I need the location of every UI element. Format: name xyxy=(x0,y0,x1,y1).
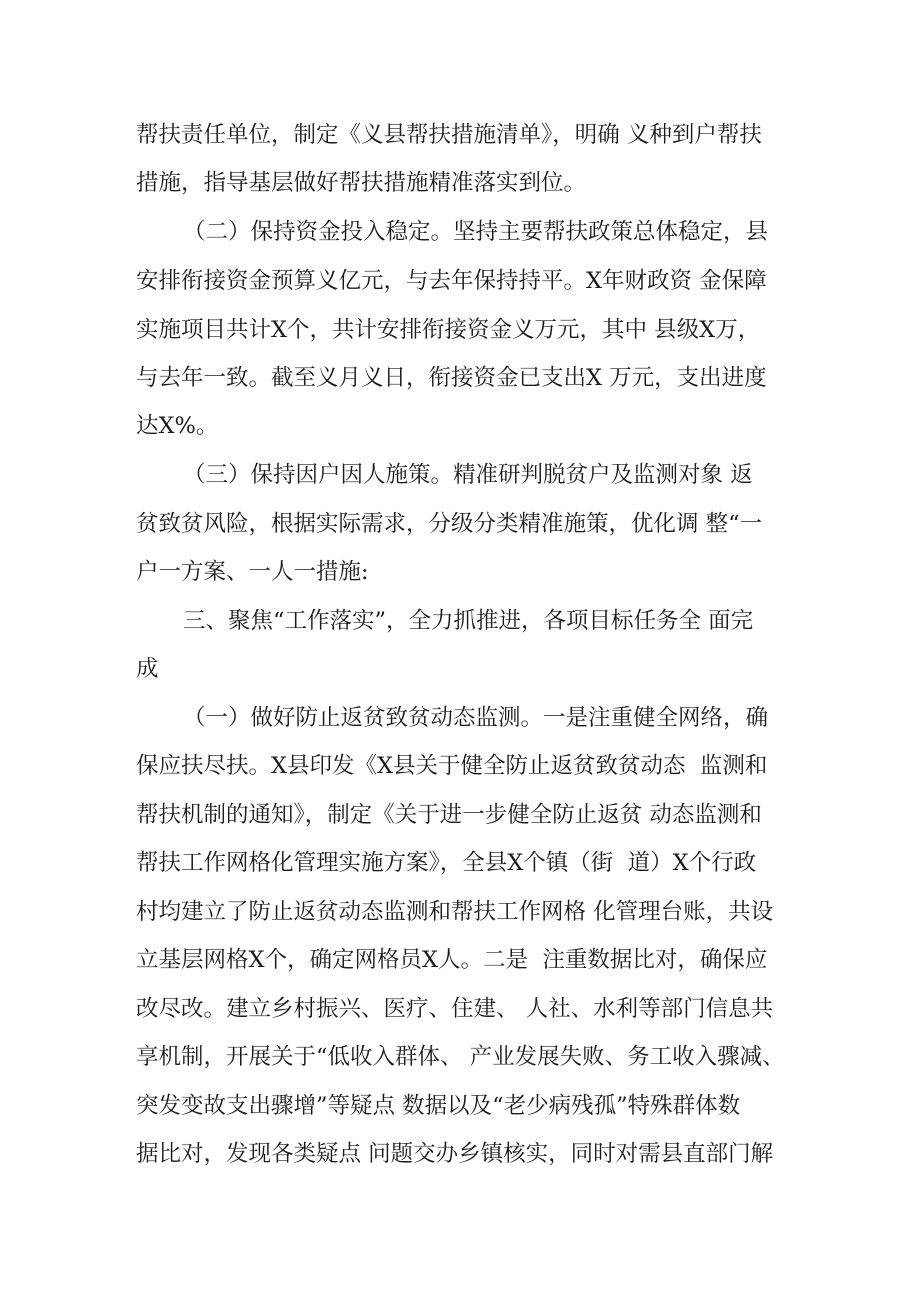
text-line-5: 实施项目共计X个，共计安排衔接资金义万元，其中 县级X万， xyxy=(136,317,761,343)
text-line-15: 帮扶机制的通知》，制定《关于进一步健全防止返贫 动态监测和 xyxy=(136,802,762,828)
text-line-9: 贫致贫风险，根据实际需求，分级分类精准施策，优化调 整“一 xyxy=(136,511,763,537)
text-line-14: 保应扶尽扶。X县印发《X县关于健全防止返贫致贫动态 监测和 xyxy=(136,753,768,779)
text-line-7: 达X%。 xyxy=(136,413,219,439)
section-heading-3-cont: 成 xyxy=(136,656,159,682)
text-line-2: 措施，指导基层做好帮扶措施精准落实到位。 xyxy=(136,170,587,196)
text-line-6: 与去年一致。截至义月义日，衔接资金已支出X 万元，支出进度 xyxy=(136,365,767,391)
text-line-18: 立基层网格X个，确定网格员X人。二是 注重数据比对，确保应 xyxy=(136,947,768,973)
text-line-8: （三）保持因户因人施策。精准研判脱贫户及监测对象 返 xyxy=(183,462,753,488)
section-heading-3: 三、聚焦“工作落实”，全力抓推进，各项目标任务全 面完 xyxy=(183,608,754,634)
text-line-13: （一）做好防止返贫致贫动态监测。一是注重健全网络，确 xyxy=(183,705,769,731)
text-line-17: 村均建立了防止返贫动态监测和帮扶工作网格 化管理台账，共设 xyxy=(136,899,774,925)
text-line-16: 帮扶工作网格化管理实施方案》，全县X个镇（街 道）X个行政 xyxy=(136,850,757,876)
text-line-1: 帮扶责任单位，制定《义县帮扶措施清单》，明确 义种到户帮扶 xyxy=(136,122,762,148)
text-line-3: （二）保持资金投入稳定。坚持主要帮扶政策总体稳定，县 xyxy=(183,219,769,245)
text-line-19: 改尽改。建立乡村振兴、医疗、住建、 人社、水利等部门信息共 xyxy=(136,996,774,1022)
text-line-20: 享机制，开展关于“低收入群体、 产业发展失败、务工收入骤减、 xyxy=(136,1044,785,1070)
text-line-21: 突发变故支出骤增”等疑点 数据以及“老少病残孤”特殊群体数 xyxy=(136,1093,741,1119)
text-line-22: 据比对，发现各类疑点 问题交办乡镇核实，同时对需县直部门解 xyxy=(136,1141,774,1167)
text-line-10: 户一方案、一人一措施: xyxy=(136,559,369,585)
text-line-4: 安排衔接资金预算义亿元，与去年保持持平。X年财政资 金保障 xyxy=(136,268,767,294)
